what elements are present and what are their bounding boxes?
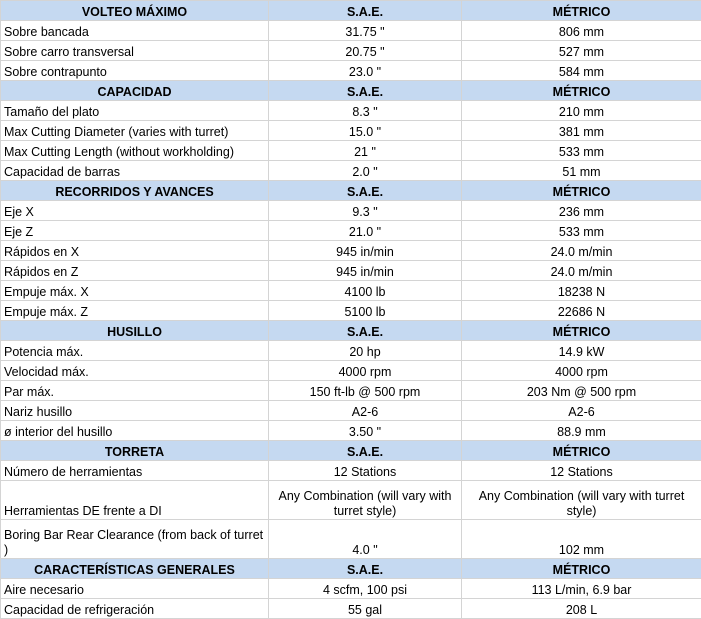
metric-value: 22686 N [462,301,701,321]
sae-value: 23.0 " [269,61,462,81]
spec-row [1,201,701,221]
spec-label: Eje Z [1,221,269,241]
metric-value: 533 mm [462,221,701,241]
sae-column-header: S.A.E. [269,81,462,101]
metric-value: 203 Nm @ 500 rpm [462,381,701,401]
metric-value: 24.0 m/min [462,261,701,281]
spec-row [1,21,701,41]
sae-value: A2-6 [269,401,462,421]
metric-value: 24.0 m/min [462,241,701,261]
metric-value: 533 mm [462,141,701,161]
sae-value: Any Combination (will vary with turret style) [269,481,462,520]
sae-value: 12 Stations [269,461,462,481]
section-title: HUSILLO [1,321,269,341]
sae-value: 55 gal [269,599,462,619]
sae-value: 8.3 " [269,101,462,121]
sae-value: 20 hp [269,341,462,361]
sae-value: 945 in/min [269,261,462,281]
sae-value: 2.0 " [269,161,462,181]
spec-row [1,61,701,81]
spec-label: Empuje máx. Z [1,301,269,321]
sae-value: 31.75 " [269,21,462,41]
section-header-row [1,181,701,201]
metric-column-header: MÉTRICO [462,181,701,201]
spec-label: Aire necesario [1,579,269,599]
spec-label: Potencia máx. [1,341,269,361]
section-title: CAPACIDAD [1,81,269,101]
sae-value: 20.75 " [269,41,462,61]
sae-column-header: S.A.E. [269,1,462,21]
spec-label: ø interior del husillo [1,421,269,441]
sae-column-header: S.A.E. [269,181,462,201]
sae-value: 15.0 " [269,121,462,141]
spec-label: Velocidad máx. [1,361,269,381]
metric-value: 102 mm [462,520,701,559]
metric-column-header: MÉTRICO [462,559,701,579]
spec-row [1,579,701,599]
spec-label: Boring Bar Rear Clearance (from back of turret ) [1,520,269,559]
section-title: RECORRIDOS Y AVANCES [1,181,269,201]
spec-label: Par máx. [1,381,269,401]
spec-row [1,520,701,559]
spec-row [1,361,701,381]
spec-label: Rápidos en X [1,241,269,261]
metric-column-header: MÉTRICO [462,441,701,461]
sae-value: 4 scfm, 100 psi [269,579,462,599]
spec-label: Rápidos en Z [1,261,269,281]
spec-label: Sobre bancada [1,21,269,41]
spec-row [1,421,701,441]
metric-column-header: MÉTRICO [462,321,701,341]
section-header-row [1,81,701,101]
metric-column-header: MÉTRICO [462,1,701,21]
spec-label: Capacidad de barras [1,161,269,181]
spec-row [1,101,701,121]
spec-label: Nariz husillo [1,401,269,421]
spec-label: Herramientas DE frente a DI [1,481,269,520]
metric-value: 584 mm [462,61,701,81]
section-header-row [1,441,701,461]
spec-row [1,341,701,361]
spec-label: Número de herramientas [1,461,269,481]
section-title: VOLTEO MÁXIMO [1,1,269,21]
metric-value: A2-6 [462,401,701,421]
metric-value: 236 mm [462,201,701,221]
sae-value: 4.0 " [269,520,462,559]
spec-row [1,41,701,61]
spec-row [1,301,701,321]
spec-row [1,141,701,161]
spec-row [1,401,701,421]
metric-value: 527 mm [462,41,701,61]
spec-row [1,221,701,241]
sae-value: 21.0 " [269,221,462,241]
spec-label: Empuje máx. X [1,281,269,301]
spec-row [1,261,701,281]
spec-row [1,481,701,520]
metric-value: 51 mm [462,161,701,181]
spec-row [1,161,701,181]
spec-label: Max Cutting Length (without workholding) [1,141,269,161]
metric-value: 88.9 mm [462,421,701,441]
spec-table-body [1,1,701,619]
section-title: TORRETA [1,441,269,461]
spec-label: Capacidad de refrigeración [1,599,269,619]
metric-value: 113 L/min, 6.9 bar [462,579,701,599]
spec-label: Eje X [1,201,269,221]
spec-row [1,281,701,301]
sae-value: 3.50 " [269,421,462,441]
metric-value: 12 Stations [462,461,701,481]
section-title: CARACTERÍSTICAS GENERALES [1,559,269,579]
spec-row [1,599,701,619]
section-header-row [1,1,701,21]
sae-value: 945 in/min [269,241,462,261]
spec-label: Max Cutting Diameter (varies with turret) [1,121,269,141]
spec-row [1,241,701,261]
sae-value: 5100 lb [269,301,462,321]
metric-column-header: MÉTRICO [462,81,701,101]
sae-value: 21 " [269,141,462,161]
metric-value: 4000 rpm [462,361,701,381]
spec-label: Sobre carro transversal [1,41,269,61]
metric-value: 14.9 kW [462,341,701,361]
metric-value: 208 L [462,599,701,619]
metric-value: 381 mm [462,121,701,141]
sae-column-header: S.A.E. [269,441,462,461]
sae-value: 4100 lb [269,281,462,301]
metric-value: 210 mm [462,101,701,121]
sae-value: 9.3 " [269,201,462,221]
section-header-row [1,559,701,579]
spec-row [1,381,701,401]
sae-column-header: S.A.E. [269,321,462,341]
sae-value: 4000 rpm [269,361,462,381]
spec-label: Sobre contrapunto [1,61,269,81]
spec-row [1,461,701,481]
sae-value: 150 ft-lb @ 500 rpm [269,381,462,401]
metric-value: 806 mm [462,21,701,41]
spec-label: Tamaño del plato [1,101,269,121]
sae-column-header: S.A.E. [269,559,462,579]
section-header-row [1,321,701,341]
metric-value: 18238 N [462,281,701,301]
metric-value: Any Combination (will vary with turret style) [462,481,701,520]
spec-row [1,121,701,141]
